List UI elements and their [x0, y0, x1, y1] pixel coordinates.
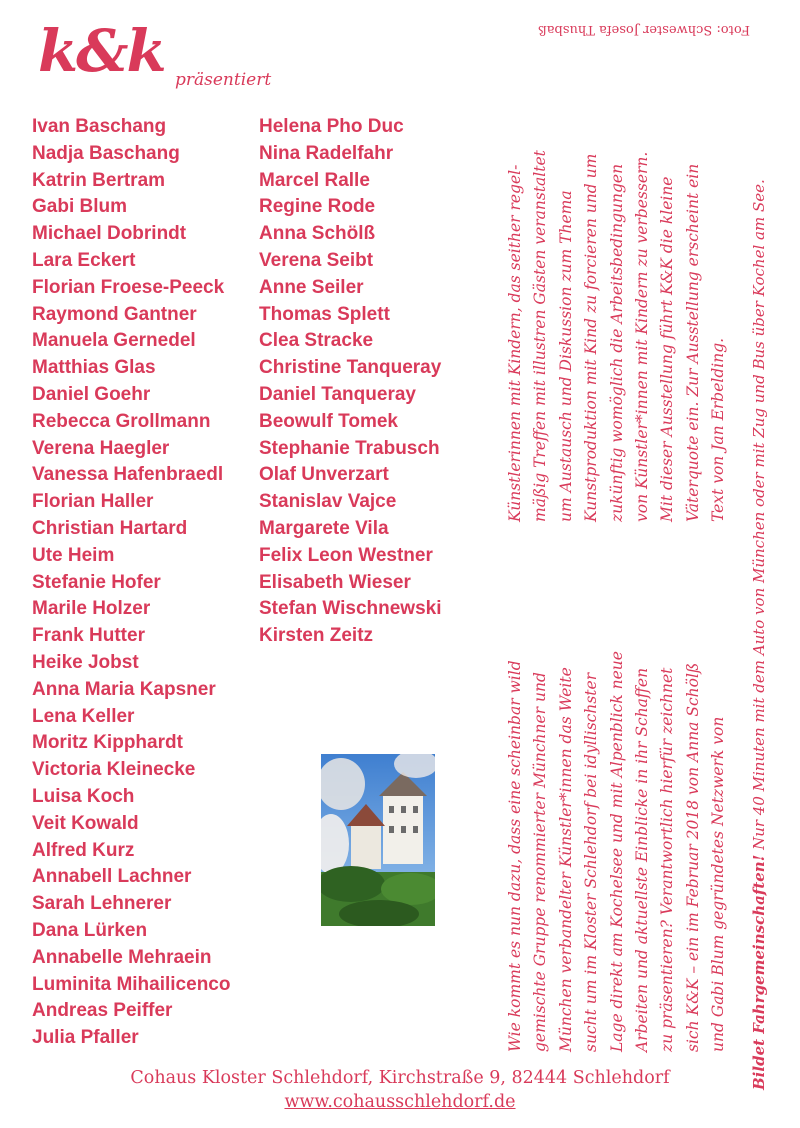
- intro-paragraph: [503, 537, 732, 1052]
- artist-list-right: [259, 114, 442, 650]
- monastery-image: [321, 754, 435, 926]
- artist-name: Olaf Unverzart: [259, 464, 389, 486]
- artist-name: Helena Pho Duc: [259, 116, 404, 137]
- artist-name: Elisabeth Wieser: [259, 571, 411, 593]
- paragraph-line: Text von Jan Erbelding.: [709, 337, 728, 522]
- artist-name: Frank Hutter: [32, 625, 145, 647]
- artist-list-left: [32, 114, 230, 1052]
- artist-name: Anne Seiler: [259, 276, 364, 298]
- artist-name: Marcel Ralle: [259, 169, 370, 191]
- artist-name: Lena Keller: [32, 705, 135, 727]
- artist-name: Dana Lürken: [32, 919, 148, 941]
- paragraph-line: Arbeiten und aktuellste Einblicke in ihr Schaffen: [633, 667, 652, 1052]
- tagline: präsentiert: [175, 70, 272, 90]
- network-paragraph: [503, 52, 732, 522]
- artist-name: Nadja Baschang: [32, 142, 180, 164]
- artist-name: Luminita Mihailicenco: [32, 973, 231, 995]
- artist-name: Veit Kowald: [32, 812, 139, 834]
- artist-name: Rebecca Grollmann: [32, 410, 211, 432]
- artist-name: Margarete Vila: [259, 517, 389, 539]
- artist-name: Nina Radelfahr: [259, 142, 394, 164]
- artist-name: Christine Tanqueray: [259, 357, 442, 379]
- paragraph-line: gemischte Gruppe renommierter Münchner und: [531, 672, 550, 1052]
- paragraph-line: Mit dieser Ausstellung führt K&K die kleine: [658, 176, 677, 522]
- artist-name: Vanessa Hafenbraedl: [32, 464, 224, 486]
- artist-name: Anna Schölß: [259, 223, 376, 245]
- artist-name: Stefanie Hofer: [32, 571, 161, 593]
- paragraph-line: Lage direkt am Kochelsee und mit Alpenblick neue: [607, 651, 626, 1052]
- artist-name: Luisa Koch: [32, 785, 135, 807]
- venue-website: [0, 1092, 800, 1112]
- artist-name: Christian Hartard: [32, 517, 188, 539]
- venue-address: Cohaus Kloster Schlehdorf, Kirchstraße 9, 82444 Schlehdorf: [130, 1068, 670, 1088]
- paragraph-line: zu präsentieren? Verantwortlich hierfür zeichnet: [658, 667, 677, 1052]
- artist-name: Florian Froese-Peeck: [32, 276, 225, 298]
- artist-name: Verena Haegler: [32, 437, 170, 459]
- artist-name: Heike Jobst: [32, 651, 139, 673]
- artist-name: Annabell Lachner: [32, 866, 192, 888]
- paragraph-line: Väterquote ein. Zur Ausstellung erscheint ein: [683, 163, 702, 522]
- artist-name: Verena Seibt: [259, 249, 374, 271]
- artist-name: Stanislav Vajce: [259, 491, 397, 513]
- artist-name: Daniel Goehr: [32, 383, 151, 405]
- artist-name: Katrin Bertram: [32, 169, 166, 191]
- artist-name: Anna Maria Kapsner: [32, 678, 216, 700]
- carpool-heading: Bildet Fahrgemeinschaften!: [750, 854, 768, 1090]
- artist-name: Ute Heim: [32, 544, 115, 566]
- artist-name: Lara Eckert: [32, 249, 136, 271]
- paragraph-line: und Gabi Blum gegründetes Netzwerk von: [709, 716, 728, 1052]
- artist-name: Annabelle Mehraein: [32, 946, 212, 968]
- kk-logo: k&k: [38, 17, 165, 85]
- artist-name: Sarah Lehnerer: [32, 893, 172, 915]
- paragraph-line: Kunstproduktion mit Kind zu forcieren und um: [582, 153, 601, 522]
- artist-name: Andreas Peiffer: [32, 1000, 173, 1022]
- paragraph-line: mäßig Treffen mit illustren Gästen veranstaltet: [531, 150, 550, 522]
- artist-name: Moritz Kipphardt: [32, 732, 183, 754]
- artist-name: Marile Holzer: [32, 598, 151, 620]
- paragraph-line: zukünftig womöglich die Arbeitsbedingungen: [607, 163, 626, 522]
- artist-name: Alfred Kurz: [32, 839, 135, 861]
- carpool-text: Nur 40 Minuten mit dem Auto von München oder mit Zug und Bus über Kochel am See.: [750, 179, 768, 855]
- paragraph-line: Wie kommt es nun dazu, dass eine scheinbar wild: [506, 660, 524, 1052]
- artist-name: Florian Haller: [32, 491, 154, 513]
- artist-name: Raymond Gantner: [32, 303, 197, 325]
- artist-name: Victoria Kleinecke: [32, 759, 196, 781]
- artist-name: Daniel Tanqueray: [259, 383, 416, 405]
- photo-credit: Foto: Schwester Josefa Thusbaß: [538, 22, 750, 37]
- artist-name: Stefan Wischnewski: [259, 598, 442, 620]
- paragraph-line: Künstlerinnen mit Kindern, das seither regel-: [506, 164, 524, 522]
- artist-name: Manuela Gernedel: [32, 330, 196, 352]
- paragraph-line: München verbandelter Künstler*innen das Weite: [556, 667, 575, 1052]
- artist-name: Julia Pfaller: [32, 1027, 139, 1049]
- artist-name: Regine Rode: [259, 196, 376, 218]
- paragraph-line: um Austausch und Diskussion zum Thema: [556, 190, 575, 522]
- artist-name: Gabi Blum: [32, 196, 128, 218]
- artist-name: Felix Leon Westner: [259, 544, 433, 566]
- artist-name: Stephanie Trabusch: [259, 437, 440, 459]
- artist-name: Ivan Baschang: [32, 116, 167, 137]
- artist-name: Matthias Glas: [32, 357, 156, 379]
- artist-name: Kirsten Zeitz: [259, 625, 374, 647]
- monastery-photo: [321, 754, 435, 926]
- paragraph-line: sich K&K – ein im Februar 2018 von Anna Schölß: [683, 662, 702, 1052]
- carpool-note: [749, 30, 769, 1090]
- artist-name: Clea Stracke: [259, 330, 374, 352]
- website-link[interactable]: www.cohausschlehdorf.de: [284, 1092, 516, 1112]
- artist-name: Thomas Splett: [259, 303, 390, 325]
- artist-name: Beowulf Tomek: [259, 410, 398, 432]
- paragraph-line: von Künstler*innen mit Kindern zu verbessern.: [633, 151, 652, 522]
- paragraph-line: sucht um im Kloster Schlehdorf bei idyllischster: [582, 672, 601, 1052]
- artist-name: Michael Dobrindt: [32, 223, 187, 245]
